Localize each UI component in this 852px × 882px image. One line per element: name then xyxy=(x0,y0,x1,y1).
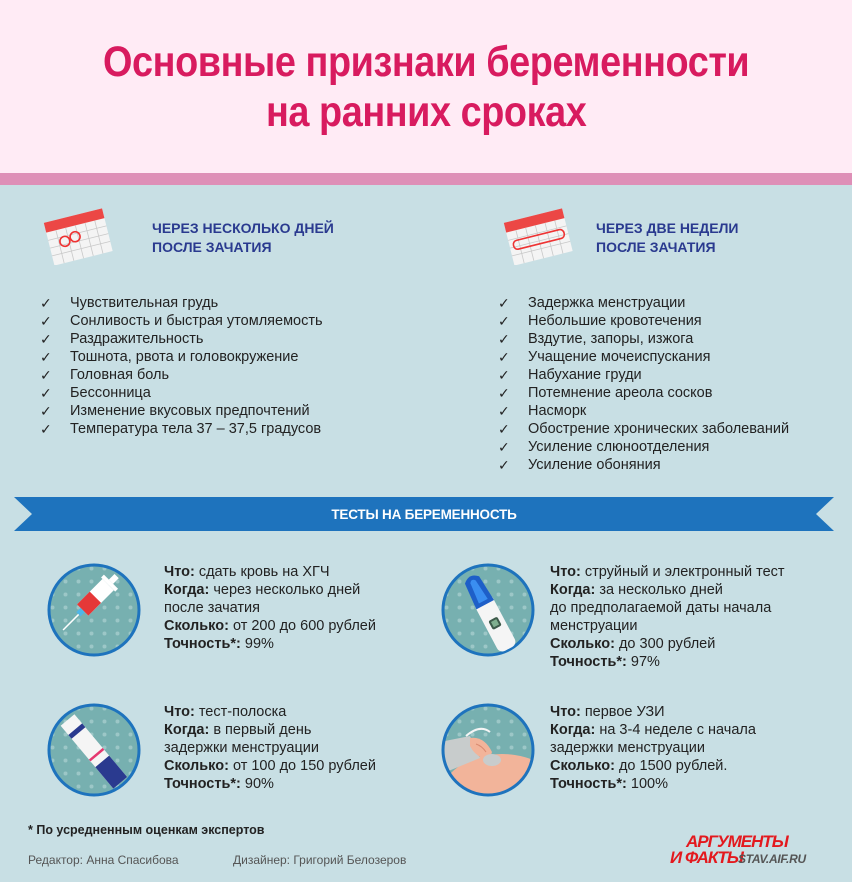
symptom-list xyxy=(38,294,458,438)
electronic-test-icon xyxy=(440,562,536,658)
ultrasound-icon xyxy=(440,702,536,798)
list-item: ✓ Учащение мочеиспускания xyxy=(498,349,711,365)
period-title: ЧЕРЕЗ ДВЕ НЕДЕЛИ ПОСЛЕ ЗАЧАТИЯ xyxy=(596,220,739,255)
check-icon: ✓ xyxy=(498,349,510,365)
title-line-2: на ранних сроках xyxy=(265,87,587,136)
check-icon: ✓ xyxy=(40,385,52,401)
logo-text-line2: И ФАКТЫ xyxy=(670,848,743,867)
tests-section-ribbon xyxy=(14,497,834,531)
list-item: ✓ Бессонница xyxy=(40,385,151,401)
list-item: ✓ Насморк xyxy=(498,403,587,419)
check-icon: ✓ xyxy=(40,367,52,383)
symptom-list xyxy=(496,294,852,474)
designer-credit: Дизайнер: Григорий Белозеров xyxy=(233,853,407,867)
list-item: ✓ Чувствительная грудь xyxy=(40,295,219,311)
footnote: * По усредненным оценкам экспертов xyxy=(28,823,265,837)
check-icon: ✓ xyxy=(498,313,510,329)
check-icon: ✓ xyxy=(40,349,52,365)
check-icon: ✓ xyxy=(498,403,510,419)
list-item: ✓ Задержка менструации xyxy=(498,295,686,311)
list-item: ✓ Тошнота, рвота и головокружение xyxy=(40,349,299,365)
test-details: Что: первое УЗИ Когда: на 3-4 неделе с начала задержки менструации Сколько: до 1500 рублей. Точность*: 100% xyxy=(550,704,756,792)
list-item: ✓ Обострение хронических заболеваний xyxy=(498,421,790,437)
check-icon: ✓ xyxy=(40,313,52,329)
list-item: ✓ Температура тела 37 – 37,5 градусов xyxy=(40,421,322,437)
check-icon: ✓ xyxy=(40,295,52,311)
list-item: ✓ Усиление слюноотделения xyxy=(498,439,710,455)
period-column-early xyxy=(38,185,458,438)
test-strip-icon xyxy=(46,702,142,798)
check-icon: ✓ xyxy=(498,385,510,401)
test-card-blood xyxy=(46,562,376,658)
header xyxy=(0,0,852,173)
period-header xyxy=(496,185,852,265)
list-item: ✓ Набухание груди xyxy=(498,367,642,383)
calendar-icon xyxy=(502,207,574,265)
title-line-1: Основные признаки беременности xyxy=(102,37,750,86)
list-item: ✓ Усиление обоняния xyxy=(498,457,661,473)
period-title: ЧЕРЕЗ НЕСКОЛЬКО ДНЕЙ ПОСЛЕ ЗАЧАТИЯ xyxy=(152,220,334,255)
page-title xyxy=(103,37,749,137)
test-details: Что: тест-полоска Когда: в первый день задержки менструации Сколько: от 100 до 150 рублей Точность*: 90% xyxy=(164,704,376,792)
section-title: ТЕСТЫ НА БЕРЕМЕННОСТЬ xyxy=(331,506,517,522)
test-details: Что: струйный и электронный тест Когда: за несколько дней до предполагаемой даты начала менструации Сколько: до 300 рублей Точность*: 97% xyxy=(550,564,785,670)
list-item: ✓ Потемнение ареола сосков xyxy=(498,385,713,401)
aif-logo[interactable] xyxy=(668,833,818,873)
test-card-ultrasound xyxy=(440,702,756,798)
list-item: ✓ Небольшие кровотечения xyxy=(498,313,702,329)
main-content xyxy=(0,185,852,882)
list-item: ✓ Вздутие, запоры, изжога xyxy=(498,331,694,347)
period-header xyxy=(38,185,458,265)
check-icon: ✓ xyxy=(498,295,510,311)
list-item: ✓ Раздражительность xyxy=(40,331,204,347)
check-icon: ✓ xyxy=(498,331,510,347)
list-item: ✓ Головная боль xyxy=(40,367,170,383)
period-column-two-weeks xyxy=(496,185,852,474)
check-icon: ✓ xyxy=(40,331,52,347)
check-icon: ✓ xyxy=(498,421,510,437)
list-item: ✓ Изменение вкусовых предпочтений xyxy=(40,403,310,419)
list-item: ✓ Сонливость и быстрая утомляемость xyxy=(40,313,323,329)
editor-credit: Редактор: Анна Спасибова xyxy=(28,853,179,867)
check-icon: ✓ xyxy=(498,367,510,383)
check-icon: ✓ xyxy=(40,421,52,437)
logo-text-line1: АРГУМЕНТЫ xyxy=(686,832,788,851)
logo-site-link[interactable]: STAV.AIF.RU xyxy=(738,852,806,866)
check-icon: ✓ xyxy=(40,403,52,419)
syringe-icon xyxy=(46,562,142,658)
test-card-electronic xyxy=(440,562,785,671)
check-icon: ✓ xyxy=(498,439,510,455)
header-divider xyxy=(0,173,852,185)
test-details: Что: сдать кровь на ХГЧ Когда: через несколько дней после зачатия Сколько: от 200 до 600 рублей Точность*: 99% xyxy=(164,564,376,652)
check-icon: ✓ xyxy=(498,457,510,473)
test-card-strip xyxy=(46,702,376,798)
calendar-icon xyxy=(42,207,114,265)
